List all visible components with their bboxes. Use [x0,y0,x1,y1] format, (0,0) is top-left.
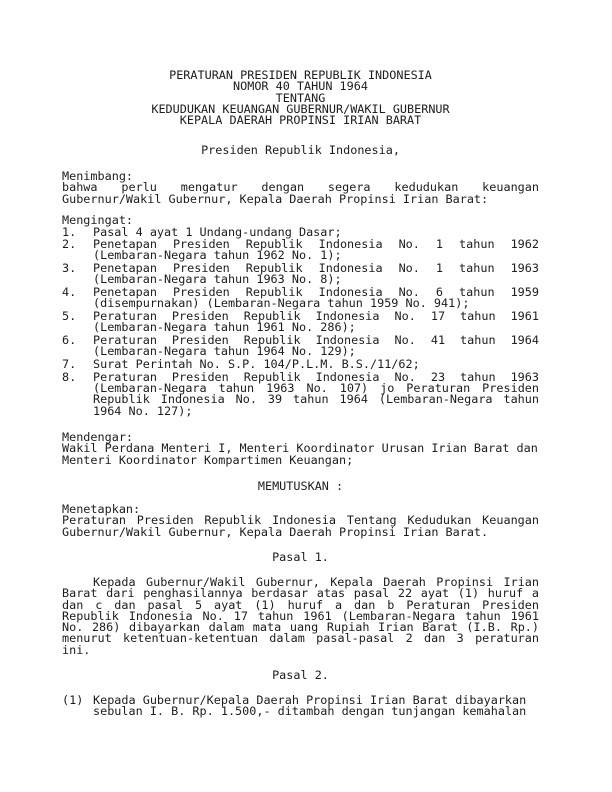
pasal-1-line-4: Republik Indonesia No. 17 tahun 1961 (Lembaran-Negara tahun 1961 [62,608,539,623]
pasal-2-item-1-line-1: Kepada Gubernur/Kepala Daerah Propinsi Irian Barat dibayarkan [93,692,527,707]
mendengar-line-2: Menteri Koordinator Kompartimen Keuangan; [62,452,354,467]
pasal-1-line-7: ini. [62,642,91,657]
pasal-2-body [62,692,539,718]
mengingat-item-4 [62,287,539,310]
mengingat-item-7-line-1: Surat Perintah No. S.P. 104/P.L.M. B.S./11/62; [93,357,420,372]
mengingat-item-8-line-1: Peraturan Presiden Republik Indonesia No. 23 tahun 1963 [93,369,539,384]
pasal-1-line-5: No. 286) dibayarkan dalam mata uang Rupiah Irian Barat (I.B. Rp.) [62,620,539,635]
mengingat-item-7 [62,359,539,370]
memutuskan-block [62,481,539,492]
mengingat-item-6-number: 6. [62,333,77,348]
pasal-1-body [62,577,539,656]
mengingat-item-8 [62,369,539,418]
mengingat-item-6 [62,335,539,358]
title-line-2: NOMOR 40 TAHUN 1964 [233,79,368,94]
salutation-block [62,145,539,156]
title-line-1: PERATURAN PRESIDEN REPUBLIK INDONESIA [169,68,432,82]
mengingat-heading: Mengingat: [62,213,134,227]
mengingat-item-1 [62,224,539,239]
menimbang-line-1: bahwa perlu mengatur dengan segera kedudukan keuangan [62,180,539,195]
mengingat-item-5 [62,311,539,334]
mengingat-item-4-line-1: Penetapan Presiden Republik Indonesia No. 6 tahun 1959 [93,285,539,300]
pasal-2-heading-block [62,670,539,681]
pasal-1-line-1: Kepada Gubernur/Wakil Gubernur, Kepala Daerah Propinsi Irian [93,575,539,589]
mengingat-item-2-number: 2. [62,237,77,252]
pasal-1-line-2: Barat dari penghasilannya berdasar atas pasal 22 ayat (1) huruf a [62,586,539,601]
mendengar-section [62,432,539,466]
mengingat-item-3 [62,263,539,286]
pasal-1-line-3: dan c dan pasal 5 ayat (1) huruf a dan b Peraturan Presiden [62,597,539,612]
title-line-4: KEDUDUKAN KEUANGAN GUBERNUR/WAKIL GUBERNUR [151,101,450,116]
mengingat-item-2-line-2: (Lembaran-Negara tahun 1962 No. 1); [93,248,342,263]
mengingat-item-5-line-1: Peraturan Presiden Republik Indonesia No. 17 tahun 1961 [93,309,539,324]
mendengar-line-1: Wakil Perdana Menteri I, Menteri Koordinator Urusan Irian Barat dan [62,441,538,456]
pasal-2-item-1 [62,692,539,718]
menetapkan-heading: Menetapkan: [62,502,141,516]
mengingat-item-4-line-2: (disempurnakan) (Lembaran-Negara tahun 1959 No. 941); [93,296,470,311]
pasal-2-item-1-number: (1) [62,692,84,707]
menetapkan-line-1: Peraturan Presiden Republik Indonesia Tentang Kedudukan Keuangan [62,513,539,528]
pasal-2-heading: Pasal 2. [272,668,329,682]
mengingat-item-8-line-4: 1964 No. 127); [93,403,193,418]
mengingat-item-2 [62,239,539,262]
mengingat-item-1-number: 1. [62,224,77,239]
mengingat-item-8-number: 8. [62,369,77,384]
menimbang-heading: Menimbang: [62,169,134,183]
mengingat-item-4-number: 4. [62,285,77,300]
menetapkan-line-2: Gubernur/Wakil Gubernur, Kepala Daerah Propinsi Irian Barat. [62,524,489,539]
pasal-1-heading: Pasal 1. [272,550,329,564]
menimbang-line-2: Gubernur/Wakil Gubernur, Kepala Daerah Propinsi Irian Barat: [62,191,489,206]
pasal-1-line-6: menurut ketentuan-ketentuan dalam pasal-pasal 2 dan 3 peraturan [62,631,539,646]
memutuskan-heading: MEMUTUSKAN : [257,479,344,493]
mengingat-item-8-line-2: (Lembaran-Negara tahun 1963 No. 107) jo Peraturan Presiden [93,381,539,396]
mengingat-item-7-number: 7. [62,357,77,372]
menimbang-section [62,171,539,205]
pasal-1-heading-block [62,552,539,563]
mengingat-item-3-number: 3. [62,261,77,276]
title-line-5: KEPALA DAERAH PROPINSI IRIAN BARAT [179,113,422,128]
menetapkan-section [62,504,539,538]
mengingat-item-6-line-1: Peraturan Presiden Republik Indonesia No. 41 tahun 1964 [93,333,539,348]
mengingat-list [62,224,539,418]
mengingat-item-8-line-3: Republik Indonesia No. 39 tahun 1964 (Lembaran-Negara tahun [93,392,539,407]
mendengar-heading: Mendengar: [62,430,134,444]
mengingat-item-6-line-2: (Lembaran-Negara tahun 1964 No. 129); [93,344,356,359]
mengingat-item-3-line-2: (Lembaran-Negara tahun 1963 No. 8); [93,272,342,287]
mengingat-item-3-line-1: Penetapan Presiden Republik Indonesia No. 1 tahun 1963 [93,261,539,276]
mengingat-item-5-line-2: (Lembaran-Negara tahun 1961 No. 286); [93,320,356,335]
salutation-line: Presiden Republik Indonesia, [201,143,400,157]
pasal-2-item-1-line-2: sebulan I. B. Rp. 1.500,- ditambah dengan tunjangan kemahalan [93,703,527,718]
mengingat-item-2-line-1: Penetapan Presiden Republik Indonesia No. 1 tahun 1962 [93,237,539,252]
title-line-3: TENTANG [275,90,326,105]
mengingat-item-1-line-1: Pasal 4 ayat 1 Undang-undang Dasar; [93,224,342,239]
mengingat-item-5-number: 5. [62,309,77,324]
document-title [62,70,539,126]
